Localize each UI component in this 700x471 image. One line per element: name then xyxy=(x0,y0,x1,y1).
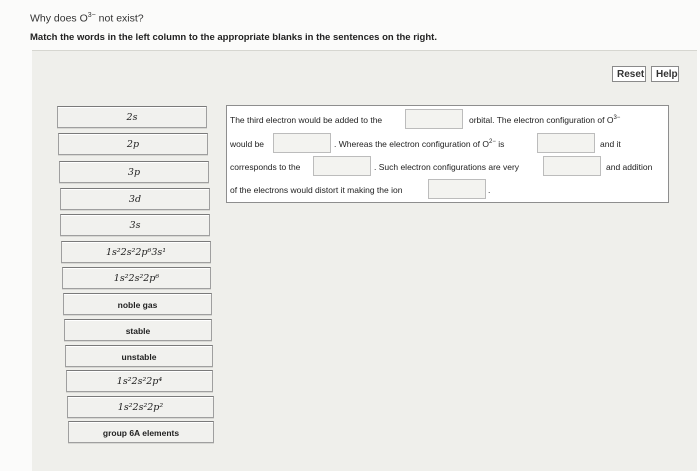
blank-4[interactable] xyxy=(313,156,371,176)
blank-5[interactable] xyxy=(543,156,601,176)
question-text: Why does $O^{3-}$ not exist? xyxy=(30,12,144,25)
sentence-1-continued: orbital. The electron configuration of $O^{3-}$ xyxy=(469,115,621,125)
sentence-3-continued: . Such electron configurations are very xyxy=(374,162,520,172)
blank-3[interactable] xyxy=(537,133,595,153)
reset-button[interactable]: Reset xyxy=(612,66,646,82)
instruction-text: Match the words in the left column to the appropriate blanks in the sentences on the right. xyxy=(30,32,437,43)
sentence-2-continued: . Whereas the electron configuration of $O^{2-}$ is xyxy=(334,139,505,149)
word-chip-2s[interactable]: 2s xyxy=(57,106,207,128)
sentence-3-text: corresponds to the xyxy=(230,162,301,172)
word-chip-3d[interactable]: 3d xyxy=(60,188,210,210)
blank-1[interactable] xyxy=(405,109,463,129)
word-chip-config-2p2[interactable]: 1s²2s²2p² xyxy=(67,396,214,418)
word-chip-group-6a[interactable]: group 6A elements xyxy=(68,421,214,443)
word-chip-config-3s1[interactable]: 1s²2s²2p⁶3s¹ xyxy=(61,241,211,263)
word-chip-stable[interactable]: stable xyxy=(64,319,212,341)
sentence-panel xyxy=(226,105,669,203)
sentence-4-end: . xyxy=(488,185,491,195)
sentence-3-end: and addition xyxy=(606,162,653,172)
word-chip-3p[interactable]: 3p xyxy=(59,161,209,183)
word-chip-3s[interactable]: 3s xyxy=(60,214,210,236)
word-chip-config-2p6[interactable]: 1s²2s²2p⁶ xyxy=(62,267,211,289)
word-chip-noble-gas[interactable]: noble gas xyxy=(63,293,212,315)
blank-6[interactable] xyxy=(428,179,486,199)
blank-2[interactable] xyxy=(273,133,331,153)
sentence-2-text: would be xyxy=(230,139,265,149)
sentence-2-end: and it xyxy=(600,139,621,149)
sentence-4-text: of the electrons would distort it making the ion xyxy=(230,185,403,195)
sentence-1-text: The third electron would be added to the xyxy=(230,115,383,125)
word-chip-unstable[interactable]: unstable xyxy=(65,345,213,367)
word-chip-config-2p4[interactable]: 1s²2s²2p⁴ xyxy=(66,370,213,392)
help-button[interactable]: Help xyxy=(651,66,679,82)
word-chip-2p[interactable]: 2p xyxy=(58,133,208,155)
